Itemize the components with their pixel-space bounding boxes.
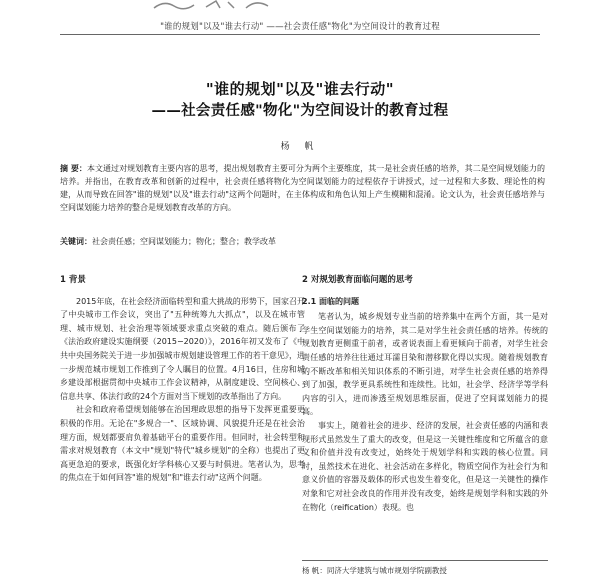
section-1-paragraph-2: 社会和政府希望规划能够在治国理政思想的指导下发挥更重要更积极的作用。无论在"多规合一"、区域协调、风貌提升还是在社会治理方面，规划都要肩负着基础平台的重要作用。但同时，社会转型和需求对规划教育（本文中"规划"特代"城乡规划"的全称）也提出了更高更急迫的要求，既强化好学科核心又要与时俱进。笔者认为，思考的焦点在于如何回答"谁的规划"和"谁去行动"这两个问题。 xyxy=(60,405,305,483)
section-2-heading: 2 对规划教育面临问题的思考 xyxy=(302,275,413,285)
title-line-2: ——社会责任感"物化"为空间设计的教育过程 xyxy=(151,103,449,119)
section-2-paragraph-2: 事实上，随着社会的进步、经济的发展，社会责任感的内涵和表现形式虽然发生了重大的改变，但是这一关键性维度和它所蕴含的意义和价值并没有改变过，始终处于规划学科和实践的核心位置。同时，虽然技术在进化、社会活动在多样化，物质空间作为社会行为和意义价值的容器及载体的形式也发生着变化，但是这一关键性的操作对象和它对社会改良的作用并没有改变，始终是规划学科和实践的外在物化（reification）表现。也 xyxy=(302,420,548,512)
abstract xyxy=(60,162,545,214)
section-2-paragraph-1: 笔者认为，城乡规划专业当前的培养集中在两个方面，其一是对学生空间谋划能力的培养，其二是对学生社会责任感的培养。传统的规划教育更侧重于前者，或者说表面上看更倾向于前者，对学生社会责任感的培养往往通过耳濡目染和潜移默化得以实现。随着规划教育的不断改革和相关知识体系的不断引进，对学生社会责任感的培养得到了加强，教学更具系统性和连续性。比如，社会学、经济学等学科内容的引入，进而渗透至规划思维层面，促进了空间谋划能力的提高。 xyxy=(302,312,548,417)
running-header: "谁的规划"以及"谁去行动" ——社会责任感"物化"为空间设计的教育过程 xyxy=(160,22,440,32)
journal-header-decoration xyxy=(150,0,290,10)
abstract-label: 摘 要： xyxy=(60,164,87,173)
section-1-paragraph-1: 2015年底，在社会经济面临转型和重大挑战的形势下，国家召开了中央城市工作会议，突出了"五种统筹九大抓点"，以及在城市管理、城市规划、社会治理等领域要求重点突破的难点。随后颁布了《法治政府建设实施纲要（2015−2020）》，2016年初又发布了《中共中央国务院关于进一步加强城市规划建设管理工作的若干意见》，进一步规范城市规划工作推到了令人瞩目的位置。4月16日，住房和城乡建设部根据贯彻中央城市工作会议精神，从制度建设、空间核心、信息共享、体法行政的24个方面对当下规划的改革指出了方向。 xyxy=(60,296,305,401)
left-column xyxy=(60,266,305,485)
header-rule xyxy=(60,34,540,35)
author-footnote: 杨 帆：同济大学建筑与城市规划学院副教授 xyxy=(302,560,548,576)
keywords-text: 社会责任感；空间谋划能力；物化；整合；教学改革 xyxy=(92,237,276,246)
right-column xyxy=(302,266,548,514)
title-line-1: "谁的规划"以及"谁去行动" xyxy=(205,80,395,98)
keywords xyxy=(60,236,545,247)
section-1-heading: 1 背景 xyxy=(60,275,86,285)
author: 杨 帆 xyxy=(280,142,320,152)
section-2-1-heading: 2.1 面临的问题 xyxy=(302,296,359,306)
keywords-label: 关键词： xyxy=(60,237,92,246)
abstract-text: 本文通过对规划教育主要内容的思考，提出规划教育主要可分为两个主要维度，其一是社会责任感的培养，其二是空间规划能力的培养。并指出，在教育改革和创新的过程中，社会责任感将物化为空间谋划能力的过程依存于讲授式，过一过程和大多数、理论性的构建，从而导致在回答"谁的规划"以及"谁去行动"这两个问题时，在主体构成和角色认知上产生模糊和混淆。论文认为，社会责任感培养与空间谋划能力培养的整合是规划教育改革的方向。 xyxy=(60,164,545,212)
